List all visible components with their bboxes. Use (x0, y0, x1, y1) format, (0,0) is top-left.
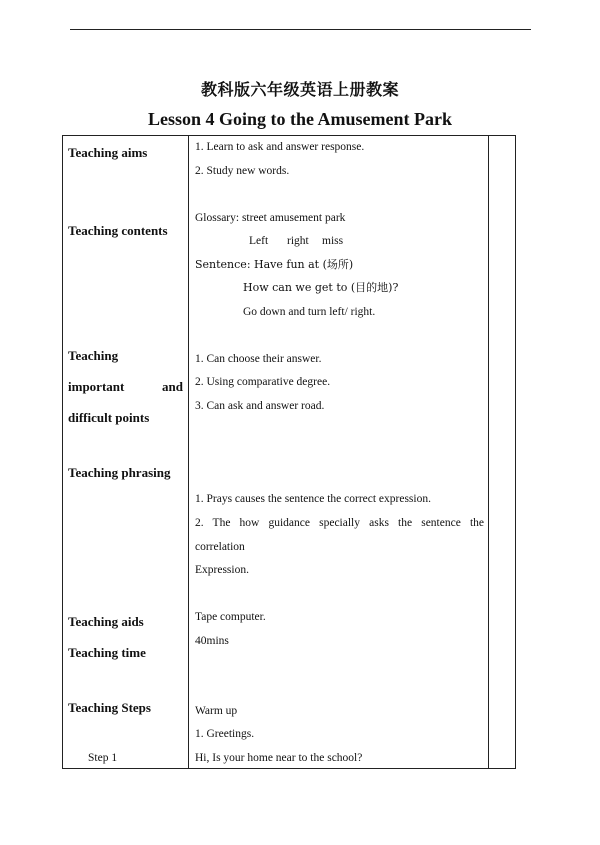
column-divider-1 (188, 135, 189, 769)
aim-item-1: 1. Learn to ask and answer response. (195, 141, 365, 153)
glossary-word-left: Left (249, 235, 269, 247)
label-teaching-aids: Teaching aids (68, 614, 144, 629)
point-item-1: 1. Can choose their answer. (195, 353, 322, 365)
glossary-word-right: right (287, 235, 309, 247)
sentence-line-2: How can we get to (目的地)? (243, 281, 399, 294)
label-teaching-important-line2b: and (162, 379, 183, 394)
label-teaching-time: Teaching time (68, 645, 146, 660)
glossary-line-1: Glossary: street amusement park (195, 212, 346, 224)
label-teaching-important-line3: difficult points (68, 410, 150, 425)
point-item-3: 3. Can ask and answer road. (195, 400, 325, 412)
label-teaching-aims: Teaching aims (68, 145, 148, 160)
label-teaching-contents: Teaching contents (68, 223, 168, 238)
question-text: Hi, Is your home near to the school? (195, 752, 363, 764)
title-english: Lesson 4 Going to the Amusement Park (147, 109, 452, 129)
sentence-line-3: Go down and turn left/ right. (243, 306, 376, 318)
glossary-word-miss: miss (322, 235, 344, 247)
warm-up-text: Warm up (195, 705, 238, 717)
label-teaching-steps: Teaching Steps (68, 700, 151, 715)
greetings-text: 1. Greetings. (195, 728, 255, 740)
column-divider-2 (488, 135, 489, 769)
phrasing-line-1: 1. Prays causes the sentence the correct expression. (195, 493, 431, 505)
label-teaching-important-line1: Teaching (68, 348, 119, 363)
phrasing-line-3: correlation (195, 541, 245, 553)
aids-value: Tape computer. (195, 611, 266, 623)
label-teaching-phrasing: Teaching phrasing (68, 465, 171, 480)
time-value: 40mins (195, 635, 229, 647)
aim-item-2: 2. Study new words. (195, 165, 290, 177)
label-teaching-important-line2a: important (68, 379, 125, 394)
header-rule (70, 29, 531, 30)
title-chinese: 教科版六年级英语上册教案 (200, 80, 399, 99)
phrasing-line-4: Expression. (195, 564, 249, 576)
label-step-1: Step 1 (88, 752, 118, 764)
point-item-2: 2. Using comparative degree. (195, 376, 331, 388)
sentence-line-1: Sentence: Have fun at (场所) (195, 258, 354, 271)
phrasing-line-2: 2. The how guidance specially asks the sentence the (195, 517, 484, 529)
